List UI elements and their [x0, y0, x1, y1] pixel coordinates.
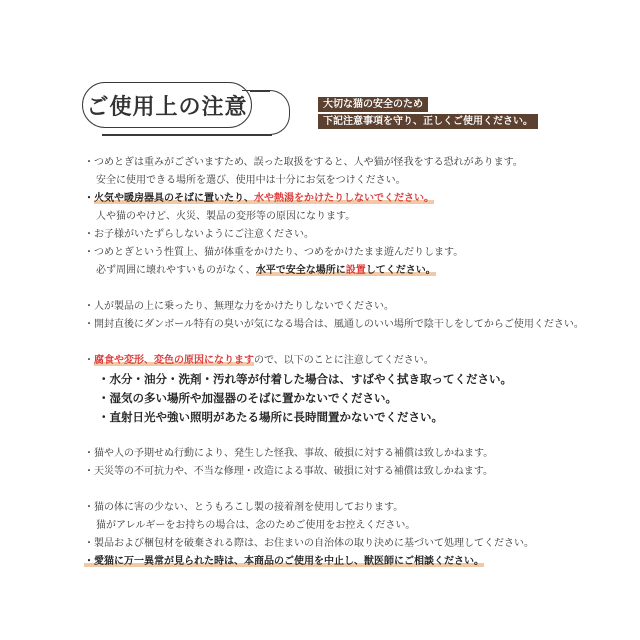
note-item: 安全に使用できる場所を選び、使用中は十分にお気をつけください。 [96, 175, 406, 186]
note-item: ・お子様がいたずらしないようにご注意ください。 [84, 229, 314, 240]
note-item-placement [84, 262, 554, 280]
note-text-red: 設置 [345, 265, 366, 276]
header-title-group [82, 82, 297, 136]
note-item-vet [84, 553, 554, 571]
title-decoration-line-short [250, 90, 270, 92]
note-bullet: ・ [84, 193, 94, 204]
spacer [84, 334, 554, 352]
note-item: ・猫や人の予期せぬ行動により、発生した怪我、事故、破損に対する補償は致しかねます。 [84, 448, 494, 459]
subtitle-banner [318, 97, 538, 131]
note-item: 人や猫のやけど、火災、製品の変形等の原因になります。 [96, 211, 356, 222]
note-item: 猫がアレルギーをお持ちの場合は、念のためご使用をお控えください。 [96, 520, 416, 531]
note-item: ・つめとぎは重みがございますため、誤った取扱をすると、人や猫が怪我をする恐れがあります。 [84, 157, 523, 168]
note-subitem: ・直射日光や強い照明があたる場所に長時間置かないでください。 [98, 410, 443, 424]
note-item: ・開封直後にダンボール特有の臭いが気になる場合は、風通しのいい場所で陰干しをしてからご使用ください。 [84, 319, 584, 330]
caution-list [84, 154, 584, 571]
note-item: ・人が製品の上に乗ったり、無理な力をかけたりしないでください。 [84, 301, 394, 312]
note-item-fire-warning [84, 190, 554, 208]
spacer [84, 481, 554, 499]
spacer [84, 427, 554, 445]
note-text: ので、以下のことに注意してください。 [254, 355, 434, 366]
subtitle-line-1: 大切な猫の安全のため [318, 97, 428, 112]
note-item: ・猫の体に害の少ない、とうもろこし製の接着剤を使用しております。 [84, 502, 404, 513]
note-item-corrosion [84, 352, 554, 370]
note-text: 必ず周囲に壊れやすいものがなく、 [96, 265, 256, 276]
note-item: ・製品および梱包材を破棄される際は、お住まいの自治体の取り決めに基づいて処理してください。 [84, 538, 534, 549]
note-bullet: ・ [84, 355, 94, 366]
note-item: ・天災等の不可抗力や、不当な修理・改造による事故、破損に対する補償は致しかねます。 [84, 466, 493, 477]
note-text-red: 水や熱湯をかけたりしないでください。 [254, 193, 434, 204]
note-item: ・つめとぎという性質上、猫が体重をかけたり、つめをかけたまま遊んだりします。 [84, 247, 464, 258]
page-title: ご使用上の注意 [82, 82, 252, 128]
note-text-bold: 水平で安全な場所に [255, 265, 346, 276]
note-text-red: 腐食や変形、変色の原因になります [94, 355, 254, 366]
note-text-bold: してください。 [365, 265, 436, 276]
note-subitem: ・水分・油分・洗剤・汚れ等が付着した場合は、すばやく拭き取ってください。 [98, 372, 512, 386]
spacer [84, 280, 554, 298]
note-text-bold: ・愛猫に万一異常が見られた時は、本商品のご使用を中止し、獣医師にご相談ください。 [84, 556, 484, 567]
subtitle-line-2: 下記注意事項を守り、正しくご使用ください。 [318, 114, 538, 129]
title-decoration-curve [242, 90, 290, 135]
note-text: 火気や暖房器具のそばに置いたり、 [94, 193, 254, 204]
note-subitem: ・湿気の多い場所や加湿器のそばに置かないでください。 [98, 391, 397, 405]
